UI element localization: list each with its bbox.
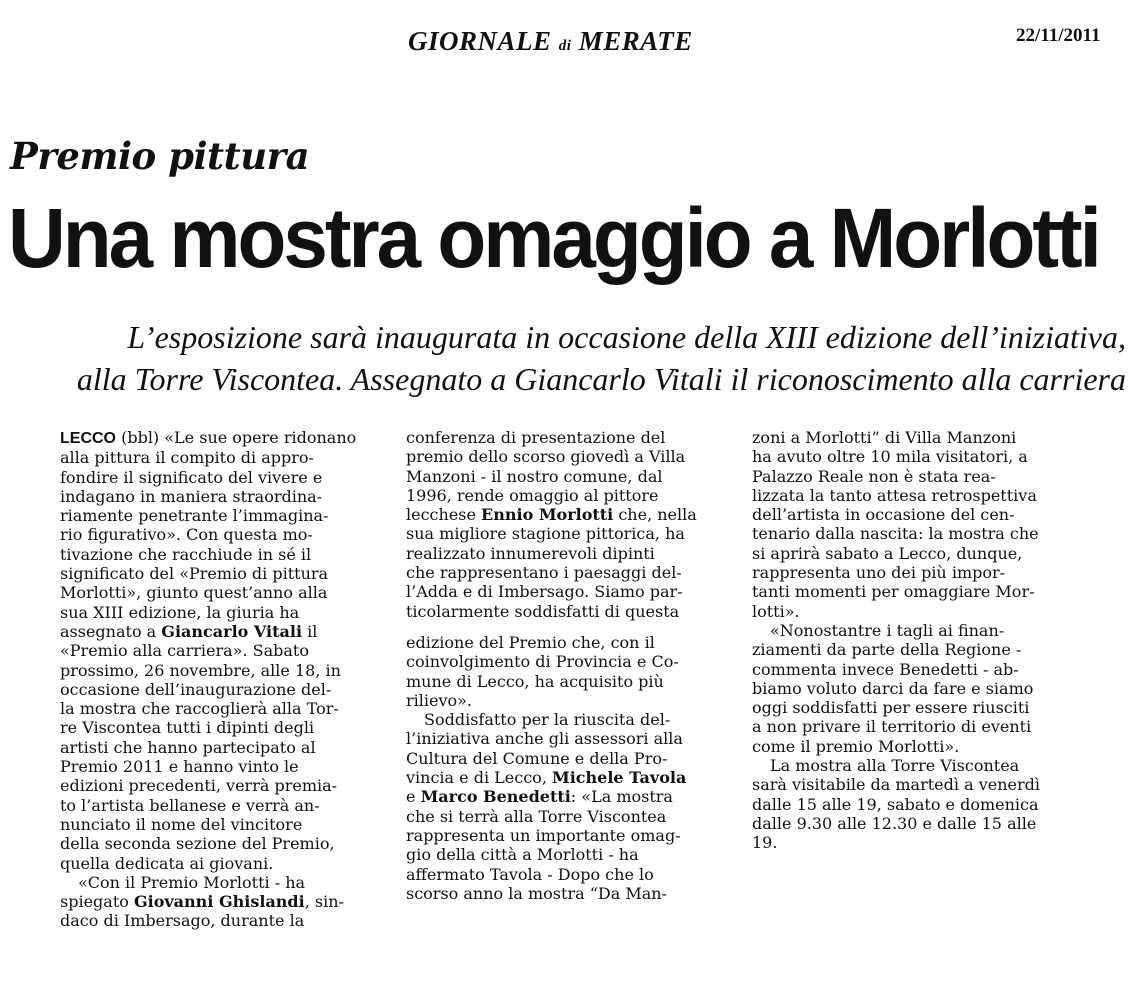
newspaper-masthead xyxy=(408,26,693,57)
body-line: Palazzo Reale non è stata rea- xyxy=(752,466,996,486)
body-line: come il premio Morlotti». xyxy=(752,736,960,756)
body-line xyxy=(406,505,730,524)
body-line: tivazione che racchiude in sé il xyxy=(60,544,312,564)
body-text: il xyxy=(302,621,318,641)
body-line: «Nonostantre i tagli ai finan- xyxy=(770,620,1005,640)
body-text: assegnato a xyxy=(60,621,162,641)
body-line: 19. xyxy=(752,833,778,853)
body-line: mune di Lecco, ha acquisito più xyxy=(406,671,664,691)
body-text: spiegato xyxy=(60,892,134,912)
masthead-giornale: GIORNALE xyxy=(408,26,552,56)
body-line: indagano in maniera straordina- xyxy=(60,486,323,506)
body-line xyxy=(406,768,730,787)
body-line: realizzato innumerevoli dipinti xyxy=(406,543,655,563)
body-line: l’iniziativa anche gli assessori alla xyxy=(406,729,683,749)
body-line: re Viscontea tutti i dipinti degli xyxy=(60,718,315,738)
body-line: occasione dell’inaugurazione del- xyxy=(60,679,332,699)
body-line: l’Adda e di Imbersago. Siamo par- xyxy=(406,582,683,602)
body-line: sua migliore stagione pittorica, ha xyxy=(406,524,685,544)
name-giancarlo-vitali: Giancarlo Vitali xyxy=(161,621,303,641)
body-line: sarà visitabile da martedì a venerdì xyxy=(752,775,1040,795)
body-text: che, nella xyxy=(613,505,697,525)
body-line: rappresenta uno dei più impor- xyxy=(752,563,1006,583)
body-line: si aprirà sabato a Lecco, dunque, xyxy=(752,543,1023,563)
dateline: LECCO xyxy=(60,430,116,447)
body-line xyxy=(60,892,387,911)
body-line: Soddisfatto per la riuscita del- xyxy=(424,710,671,730)
body-text: lecchese xyxy=(406,505,482,525)
body-line: ha avuto oltre 10 mila visitatori, a xyxy=(752,447,1028,467)
body-line: 1996, rende omaggio al pittore xyxy=(406,485,659,505)
body-line: alla pittura il compito di appro- xyxy=(60,448,314,468)
body-text: vincia e di Lecco, xyxy=(406,768,552,788)
body-line: che si terrà alla Torre Viscontea xyxy=(406,806,667,826)
body-line: Morlotti», giunto quest’anno alla xyxy=(60,583,328,603)
body-text: (bbl) «Le sue opere ridonano xyxy=(116,428,357,447)
column-gap xyxy=(406,621,730,633)
body-line: daco di Imbersago, durante la xyxy=(60,911,305,931)
body-line: commenta invece Benedetti - ab- xyxy=(752,659,1019,679)
body-line: prossimo, 26 novembre, alle 18, in xyxy=(60,660,341,680)
body-line: artisti che hanno partecipato al xyxy=(60,737,316,757)
body-line: La mostra alla Torre Viscontea xyxy=(770,756,1020,776)
body-line: ticolarmente soddisfatti di questa xyxy=(406,601,680,621)
article-column-2 xyxy=(406,428,730,903)
body-line: zoni a Morlotti” di Villa Manzoni xyxy=(752,428,1017,447)
body-line: dell’artista in occasione del cen- xyxy=(752,505,1015,525)
body-line: lotti». xyxy=(752,601,800,621)
masthead-di: di xyxy=(558,38,572,54)
body-line: affermato Tavola - Dopo che lo xyxy=(406,864,654,884)
body-line: la mostra che raccoglierà alla Tor- xyxy=(60,699,339,719)
body-line: sua XIII edizione, la giuria ha xyxy=(60,602,300,622)
body-line: premio dello scorso giovedì a Villa xyxy=(406,447,686,467)
name-michele-tavola: Michele Tavola xyxy=(551,768,687,788)
body-line: fondire il significato del vivere e xyxy=(60,467,323,487)
body-line: significato del «Premio di pittura xyxy=(60,564,329,584)
body-line: coinvolgimento di Provincia e Co- xyxy=(406,652,679,672)
body-text: : «La mostra xyxy=(570,787,673,807)
body-line: Premio 2011 e hanno vinto le xyxy=(60,757,299,777)
article-column-1 xyxy=(60,428,387,931)
body-line: della seconda sezione del Premio, xyxy=(60,834,335,854)
body-line: «Premio alla carriera». Sabato xyxy=(60,641,309,661)
article-headline: Una mostra omaggio a Morlotti xyxy=(8,191,1099,285)
body-line: scorso anno la mostra “Da Man- xyxy=(406,883,667,903)
body-line: a non privare il territorio di eventi xyxy=(752,717,1032,737)
subhead-line: alla Torre Viscontea. Assegnato a Giancarlo Vitali il riconoscimento alla carriera xyxy=(76,361,1126,397)
body-line xyxy=(60,622,387,641)
body-line: tenario dalla nascita: la mostra che xyxy=(752,524,1039,544)
body-line: riamente penetrante l’immagina- xyxy=(60,506,329,526)
body-line: dalle 15 alle 19, sabato e domenica xyxy=(752,794,1039,814)
article-kicker: Premio pittura xyxy=(10,134,310,178)
publication-date: 22/11/2011 xyxy=(1016,25,1101,46)
body-line: to l’artista bellanese e verrà an- xyxy=(60,795,320,815)
body-line: «Con il Premio Morlotti - ha xyxy=(78,872,306,892)
body-line: gio della città a Morlotti - ha xyxy=(406,845,639,865)
body-line: rio figurativo». Con questa mo- xyxy=(60,525,313,545)
body-line xyxy=(60,428,387,448)
body-text: , sin- xyxy=(304,892,344,912)
body-line: Manzoni - il nostro comune, dal xyxy=(406,466,663,486)
body-line: tanti momenti per omaggiare Mor- xyxy=(752,582,1035,602)
body-line: ziamenti da parte della Regione - xyxy=(752,640,1022,660)
body-line: edizione del Premio che, con il xyxy=(406,632,655,652)
article-column-3 xyxy=(752,428,1080,853)
article-subhead xyxy=(26,316,1126,400)
body-line: quella dedicata ai giovani. xyxy=(60,853,274,873)
body-line: oggi soddisfatti per essere riusciti xyxy=(752,698,1030,718)
body-text: e xyxy=(406,787,421,807)
body-line: dalle 9.30 alle 12.30 e dalle 15 alle xyxy=(752,813,1037,833)
body-line: conferenza di presentazione del xyxy=(406,428,666,447)
name-marco-benedetti: Marco Benedetti xyxy=(420,787,571,807)
name-ennio-morlotti: Ennio Morlotti xyxy=(481,505,614,525)
body-line: rilievo». xyxy=(406,690,473,710)
body-line: edizioni precedenti, verrà premia- xyxy=(60,776,338,796)
body-line: biamo voluto darci da fare e siamo xyxy=(752,678,1034,698)
body-line: nunciato il nome del vincitore xyxy=(60,814,303,834)
body-line: lizzata la tanto attesa retrospettiva xyxy=(752,485,1037,505)
body-line xyxy=(406,787,730,806)
body-line: rappresenta un importante omag- xyxy=(406,825,681,845)
body-line: Cultura del Comune e della Pro- xyxy=(406,748,668,768)
name-giovanni-ghislandi: Giovanni Ghislandi xyxy=(133,892,305,912)
subhead-line: L’esposizione sarà inaugurata in occasione della XIII edizione dell’iniziativa, xyxy=(127,319,1126,355)
body-line: che rappresentano i paesaggi del- xyxy=(406,563,682,583)
masthead-merate: MERATE xyxy=(578,26,693,56)
